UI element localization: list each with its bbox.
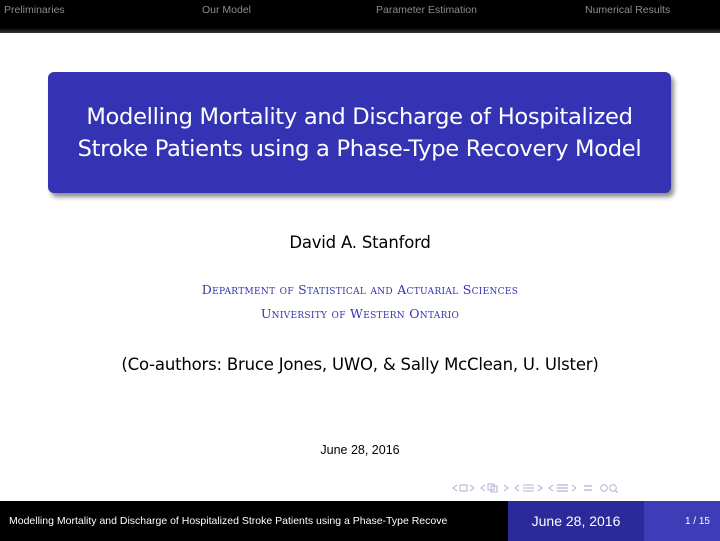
- author-name: David A. Stanford: [289, 233, 431, 252]
- footer-date: June 28, 2016: [508, 501, 644, 541]
- nav-section-preliminaries[interactable]: Preliminaries: [4, 4, 65, 16]
- section-nav-icon[interactable]: [548, 483, 578, 493]
- footer-short-title: Modelling Mortality and Discharge of Hospitalized Stroke Patients using a Phase-Type Recove: [0, 501, 508, 541]
- institute-university: University of Western Ontario: [260, 306, 460, 321]
- frame-nav-icon[interactable]: [480, 483, 510, 493]
- presentation-title: Modelling Mortality and Discharge of Hospitalized Stroke Patients using a Phase-Type Recovery Model: [77, 103, 642, 162]
- institute-department: Department of Statistical and Actuarial Sciences: [201, 282, 519, 297]
- subsection-nav-icon[interactable]: [514, 483, 544, 493]
- nav-section-numerical-results[interactable]: Numerical Results: [585, 4, 671, 16]
- footer-page-number: 1 / 15: [644, 501, 720, 541]
- nav-section-parameter-estimation[interactable]: Parameter Estimation: [376, 4, 477, 16]
- section-navigation-bar: [0, 0, 720, 33]
- align-icon[interactable]: [582, 483, 594, 493]
- search-icon[interactable]: [598, 483, 620, 493]
- footer-bar: [0, 501, 720, 541]
- nav-section-our-model[interactable]: Our Model: [202, 4, 252, 16]
- beamer-navigation-symbols: [452, 481, 620, 495]
- coauthors-line: (Co-authors: Bruce Jones, UWO, & Sally McClean, U. Ulster): [121, 355, 599, 374]
- title-block: [48, 72, 671, 193]
- presentation-date: June 28, 2016: [320, 443, 400, 457]
- slide-nav-icon[interactable]: [452, 483, 476, 493]
